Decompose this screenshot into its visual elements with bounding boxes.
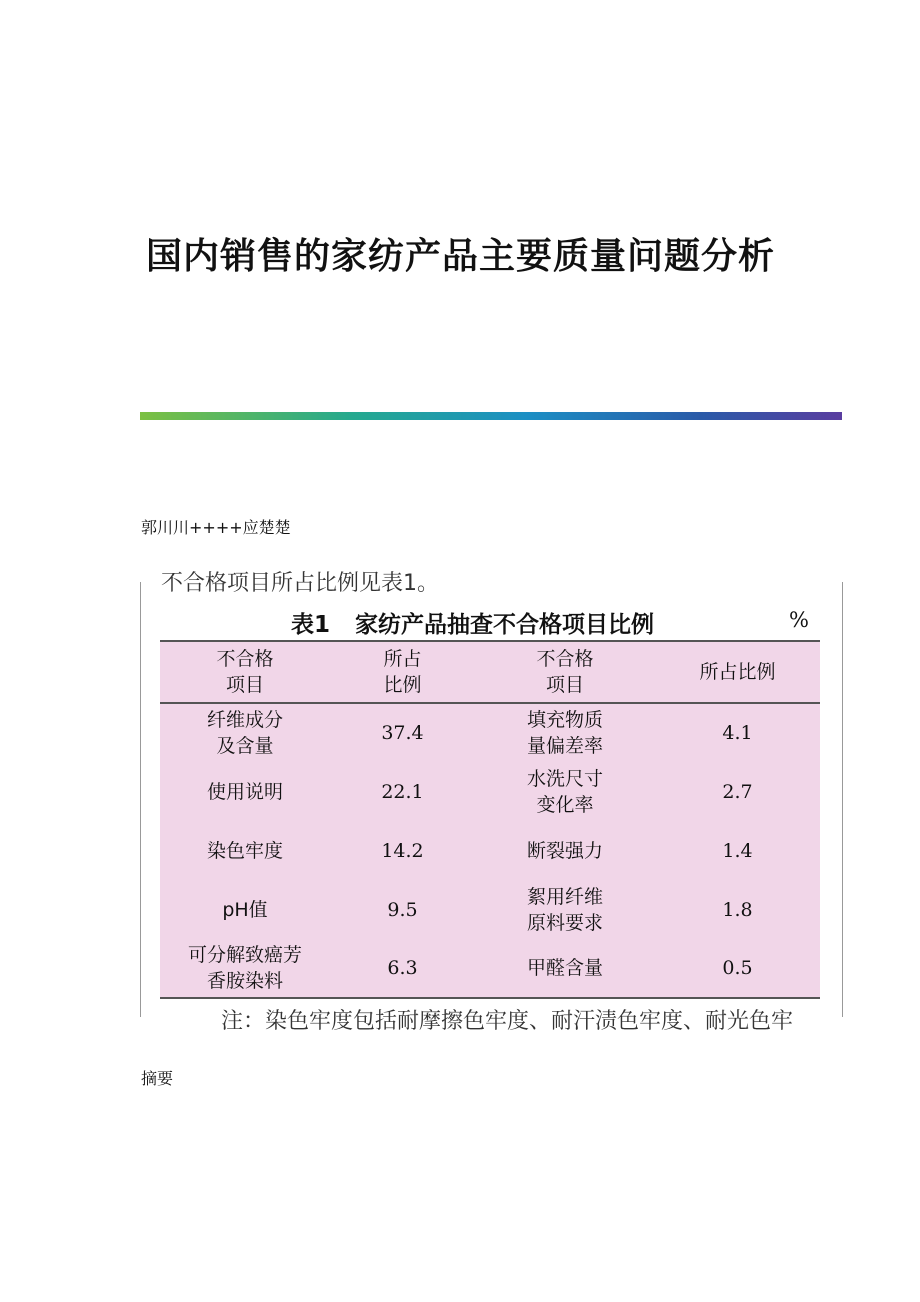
table-row: [160, 703, 820, 762]
cell-line: 填充物质: [526, 709, 603, 731]
cell-item-a: [160, 762, 330, 821]
cell-item-a: [160, 703, 330, 762]
cell-line: 可分解致癌芳: [187, 944, 302, 966]
cell-ratio-b: 1.4: [722, 839, 753, 862]
cell-line: 絮用纤维: [526, 885, 603, 908]
cell-item-b: [475, 939, 655, 998]
cell-item-a: [160, 939, 330, 998]
table-row: [160, 880, 820, 939]
cell-ratio-a: 9.5: [387, 898, 418, 921]
cell-item-a: [160, 821, 330, 880]
cell-ratio-b: 1.8: [722, 898, 753, 921]
cell-ratio-b: 0.5: [722, 957, 753, 979]
cell-line: 甲醛含量: [526, 957, 603, 979]
gradient-divider: [140, 412, 842, 420]
cell-line: 水洗尺寸: [526, 767, 603, 790]
cell-item-b: [475, 703, 655, 762]
cell-ratio-a: 6.3: [387, 957, 418, 979]
header-line: 所占比例: [699, 661, 776, 683]
table-row: [160, 821, 820, 880]
table-header-row: [160, 641, 820, 703]
header-line: 项目: [545, 674, 584, 696]
header-ratio-b: [655, 641, 820, 703]
cell-item-a: [160, 880, 330, 939]
cropped-text-bottom: 注：染色牢度包括耐摩擦色牢度、耐汗渍色牢度、耐光色牢: [221, 1009, 794, 1034]
cell-ratio-a: 37.4: [381, 722, 424, 744]
cell-line: 原料要求: [526, 911, 603, 934]
table-row: [160, 939, 820, 998]
authors-line: 郭川川++++应楚楚: [141, 518, 291, 537]
table-figure: [140, 571, 843, 1034]
cell-item-b: [475, 880, 655, 939]
cell-line: 断裂强力: [526, 839, 603, 862]
nonconformity-table: [160, 640, 820, 999]
cell-line: 使用说明: [206, 780, 283, 803]
abstract-heading: 摘要: [141, 1069, 174, 1088]
cell-ratio-b: 4.1: [722, 722, 753, 744]
cell-line: 及含量: [216, 735, 274, 757]
cell-item-b: [475, 821, 655, 880]
header-line: 不合格: [536, 648, 594, 670]
cell-line: pH值: [222, 898, 268, 921]
header-line: 所占: [383, 648, 422, 670]
header-line: 项目: [225, 674, 264, 696]
cropped-text-top: 不合格项目所占比例见表1。: [161, 571, 439, 596]
cell-ratio-b: 2.7: [722, 780, 753, 803]
cell-ratio-a: 14.2: [381, 839, 424, 862]
cell-line: 香胺染料: [206, 970, 283, 992]
header-line: 不合格: [216, 648, 274, 670]
table-row: [160, 762, 820, 821]
header-item-b: [475, 641, 655, 703]
cell-item-b: [475, 762, 655, 821]
cell-line: 染色牢度: [206, 839, 283, 862]
header-item-a: [160, 641, 330, 703]
cell-line: 变化率: [536, 793, 594, 816]
header-ratio-a: [330, 641, 475, 703]
table-caption-text: 家纺产品抽查不合格项目比例: [355, 612, 654, 638]
table-caption-label: 表1: [291, 612, 331, 638]
cell-line: 纤维成分: [206, 709, 283, 731]
document-title: 国内销售的家纺产品主要质量问题分析: [146, 235, 776, 277]
table-unit: %: [789, 608, 809, 632]
cell-line: 量偏差率: [526, 735, 603, 757]
cell-ratio-a: 22.1: [381, 780, 424, 803]
header-line: 比例: [383, 674, 422, 696]
